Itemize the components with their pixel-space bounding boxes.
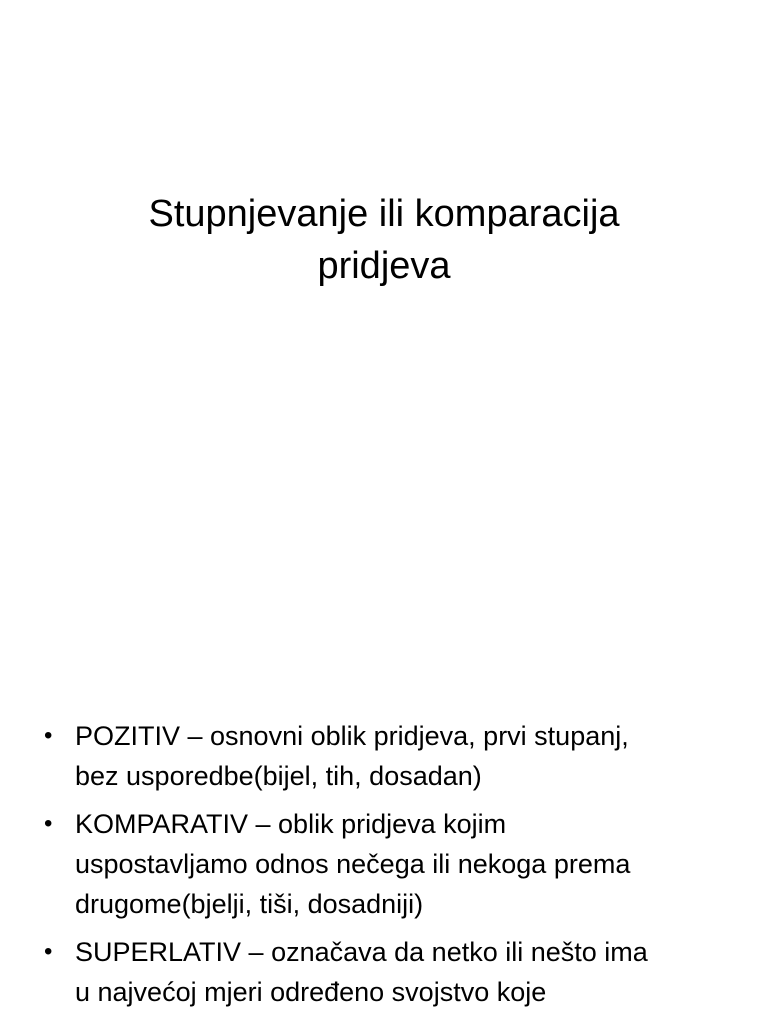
- bullet-item-komparativ: [44, 804, 744, 924]
- bullet-text-line: uspostavljamo odnos nečega ili nekoga prema: [75, 849, 631, 879]
- bullet-text-line: POZITIV – osnovni oblik pridjeva, prvi stupanj,: [75, 721, 629, 751]
- bullet-icon: •: [44, 938, 53, 965]
- bullet-list: [44, 716, 744, 1020]
- bullet-text-line: SUPERLATIV – označava da netko ili nešto ima: [75, 937, 648, 967]
- bullet-text-line: drugome(bjelji, tiši, dosadniji): [75, 889, 424, 919]
- slide-title-line-1: Stupnjevanje ili komparacija: [148, 193, 620, 235]
- bullet-item-superlativ: [44, 932, 744, 1012]
- bullet-text-line: u najvećoj mjeri određeno svojstvo koje: [75, 977, 547, 1007]
- slide-title-line-2: pridjeva: [317, 245, 451, 287]
- bullet-text-line: KOMPARATIV – oblik pridjeva kojim: [75, 809, 507, 839]
- bullet-icon: •: [44, 810, 53, 837]
- bullet-icon: •: [44, 722, 53, 749]
- slide-title: [60, 188, 708, 292]
- bullet-text-line: bez usporedbe(bijel, tih, dosadan): [75, 761, 482, 791]
- bullet-item-pozitiv: [44, 716, 744, 796]
